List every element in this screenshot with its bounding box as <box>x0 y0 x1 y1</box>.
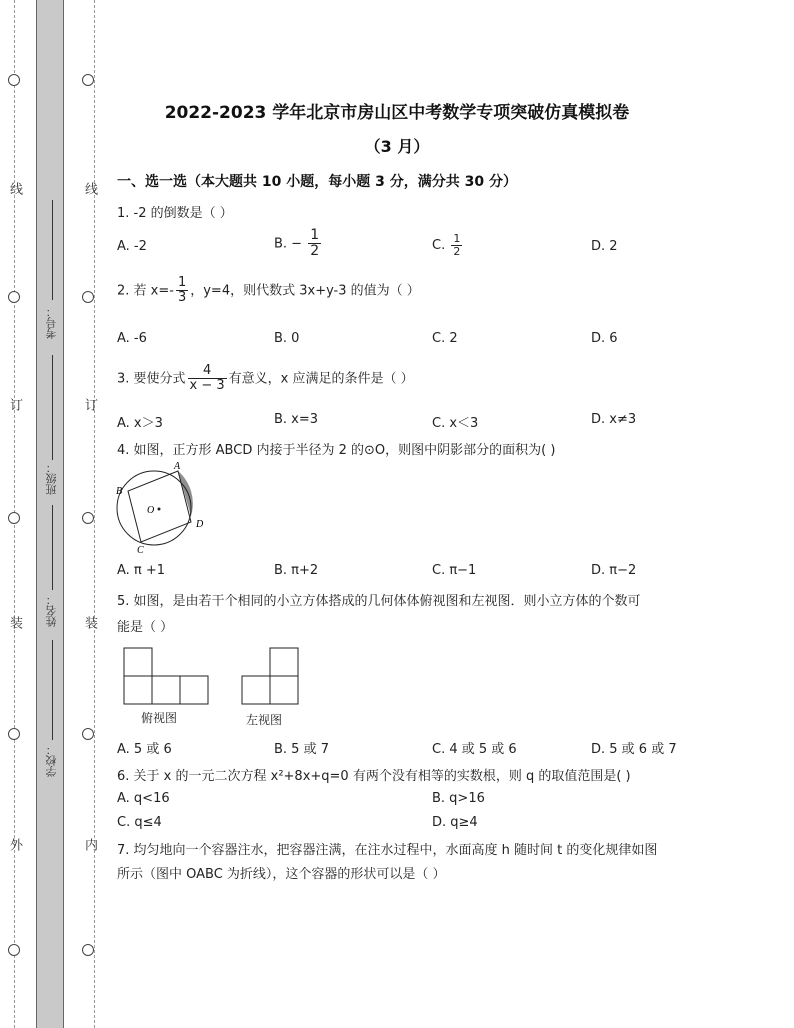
binding-hole <box>8 512 20 524</box>
fraction-numerator: 1 <box>310 227 320 243</box>
left-view-cell <box>270 648 298 676</box>
page-title: 2022-2023 学年北京市房山区中考数学专项突破仿真模拟卷 <box>164 103 630 123</box>
q1-option-b-prefix: B. − <box>274 236 303 252</box>
left-view-cell <box>242 676 270 704</box>
q4-option-a: A. π +1 <box>117 563 166 578</box>
margin-char-nei: 内 <box>82 838 97 851</box>
exam-number-label: 考号： <box>45 306 58 339</box>
q5-option-a: A. 5 或 6 <box>117 742 172 757</box>
q2-option-b: B. 0 <box>274 331 300 346</box>
top-view-cell <box>180 676 208 704</box>
margin-char-ding: 订 <box>82 398 97 411</box>
class-underline <box>52 355 53 460</box>
q3-fraction <box>188 364 227 394</box>
q2-option-c: C. 2 <box>432 331 458 346</box>
q5-option-d: D. 5 或 6 或 7 <box>591 742 677 757</box>
label-b: B <box>116 486 123 497</box>
q4-option-b: B. π+2 <box>274 563 319 578</box>
margin-char-xian: 线 <box>82 182 97 195</box>
top-view-cell <box>152 676 180 704</box>
question-5-stem-line2: 能是（ ） <box>117 620 174 635</box>
q2-option-d: D. 6 <box>591 331 618 346</box>
binding-hole <box>82 291 94 303</box>
fraction-denominator: x − 3 <box>189 378 225 394</box>
q1-option-a: A. -2 <box>117 239 147 254</box>
left-view-caption: 左视图 <box>246 713 283 727</box>
top-view-cell <box>124 648 152 676</box>
q5-top-view <box>122 646 212 706</box>
binding-hole <box>82 512 94 524</box>
binding-hole <box>82 728 94 740</box>
margin-char-xian: 线 <box>7 182 22 195</box>
q5-option-c: C. 4 或 5 或 6 <box>432 742 517 757</box>
exam-number-underline <box>52 200 53 300</box>
q6-option-b: B. q>16 <box>432 791 485 806</box>
fraction-denominator: 3 <box>177 290 187 306</box>
q1-option-b-fraction <box>308 228 321 260</box>
question-1-stem: 1. -2 的倒数是（ ） <box>117 206 233 221</box>
q6-option-a: A. q<16 <box>117 791 170 806</box>
fraction-denominator: 2 <box>310 243 320 260</box>
label-o: O <box>147 505 155 516</box>
fraction-numerator: 4 <box>188 364 227 379</box>
fraction-numerator: 1 <box>177 275 187 290</box>
binding-hole <box>8 291 20 303</box>
q5-left-view <box>240 646 300 706</box>
question-2-stem <box>117 276 420 306</box>
section-heading: 一、选一选（本大题共 10 小题，每小题 3 分，满分共 30 分） <box>117 174 517 190</box>
margin-char-wai: 外 <box>7 838 22 851</box>
q3-stem-prefix: 3. 要使分式 <box>117 371 186 387</box>
label-d: D <box>196 519 204 530</box>
q2-stem-prefix: 2. 若 x=- <box>117 283 174 299</box>
q1-option-b <box>274 228 323 260</box>
school-label: 学校： <box>45 744 58 777</box>
q4-option-d: D. π−2 <box>591 563 637 578</box>
q5-option-b: B. 5 或 7 <box>274 742 329 757</box>
q2-fraction <box>176 276 188 306</box>
q3-option-b: B. x=3 <box>274 412 319 427</box>
name-underline <box>52 505 53 590</box>
fraction-numerator: 1 <box>453 232 461 245</box>
margin-char-ding: 订 <box>7 398 22 411</box>
margin-char-zhuang: 装 <box>82 616 97 629</box>
q4-option-c: C. π−1 <box>432 563 477 578</box>
binding-hole <box>8 944 20 956</box>
binding-hole <box>8 728 20 740</box>
q4-circle-square-figure <box>112 458 212 558</box>
q2-stem-suffix: ，y=4，则代数式 3x+y-3 的值为（ ） <box>190 283 420 299</box>
q3-option-d: D. x≠3 <box>591 412 637 427</box>
label-a: A <box>174 461 181 472</box>
fraction-denominator: 2 <box>453 245 461 259</box>
question-4-stem: 4. 如图，正方形 ABCD 内接于半径为 2 的⊙O，则图中阴影部分的面积为( ) <box>117 443 556 458</box>
q1-option-c-fraction <box>451 233 462 258</box>
left-view-cell <box>270 676 298 704</box>
question-7-stem-line1: 7. 均匀地向一个容器注水，把容器注满，在注水过程中，水面高度 h 随时间 t 的变化规律如图 <box>117 843 658 858</box>
center-dot <box>158 508 161 511</box>
class-label: 班级： <box>45 462 58 495</box>
question-7-stem-line2: 所示（图中 OABC 为折线），这个容器的形状可以是（ ） <box>117 867 446 882</box>
page-subtitle: （3 月） <box>364 137 430 156</box>
q1-option-c <box>432 233 464 258</box>
binding-hole <box>82 944 94 956</box>
question-6-stem: 6. 关于 x 的一元二次方程 x²+8x+q=0 有两个没有相等的实数根，则 q 的取值范围是( ) <box>117 769 631 784</box>
margin-char-zhuang: 装 <box>7 616 22 629</box>
q6-option-c: C. q≤4 <box>117 815 162 830</box>
question-3-stem <box>117 364 414 394</box>
q3-option-c: C. x＜3 <box>432 416 479 431</box>
name-label: 姓名： <box>45 594 58 627</box>
top-view-caption: 俯视图 <box>141 711 178 725</box>
q1-option-c-prefix: C. <box>432 238 446 254</box>
q3-option-a: A. x＞3 <box>117 416 163 431</box>
q1-option-d: D. 2 <box>591 239 618 254</box>
q3-stem-suffix: 有意义，x 应满足的条件是（ ） <box>228 371 414 387</box>
q6-option-d: D. q≥4 <box>432 815 478 830</box>
q2-option-a: A. -6 <box>117 331 147 346</box>
top-view-cell <box>124 676 152 704</box>
question-5-stem-line1: 5. 如图，是由若干个相同的小立方体搭成的几何体体俯视图和左视图．则小立方体的个数可 <box>117 594 641 609</box>
label-c: C <box>137 545 144 556</box>
binding-hole <box>82 74 94 86</box>
school-underline <box>52 640 53 740</box>
binding-hole <box>8 74 20 86</box>
